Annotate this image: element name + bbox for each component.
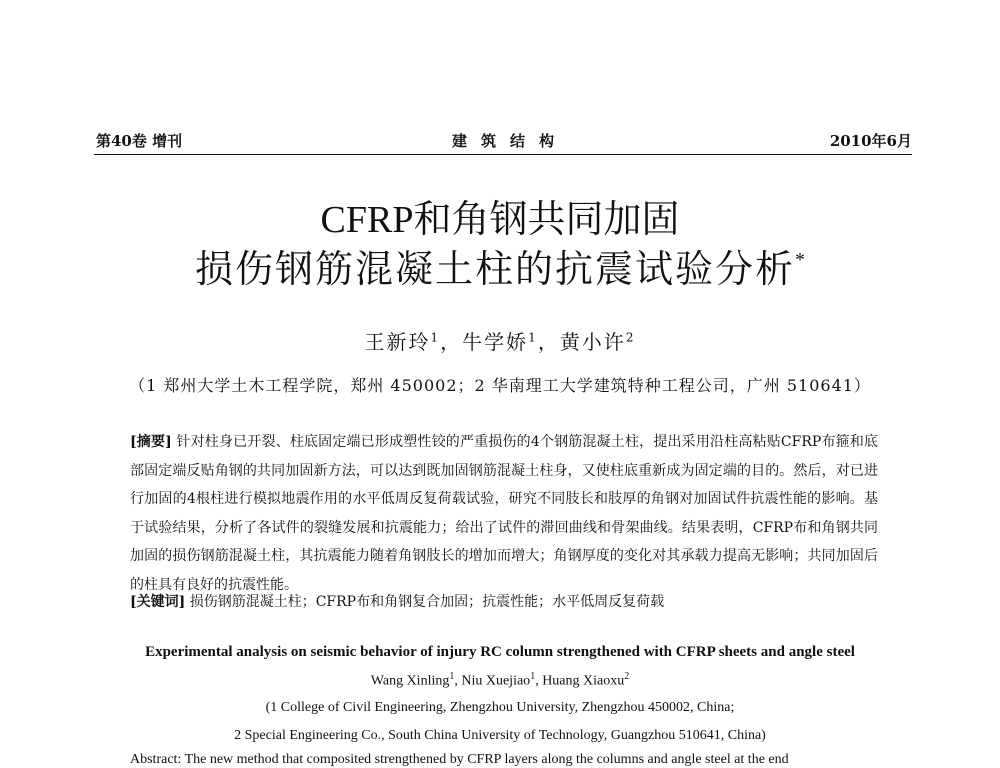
header-journal: 建筑结构 <box>451 132 568 150</box>
abstract-text: 针对柱身已开裂、柱底固定端已形成塑性铰的严重损伤的4个钢筋混凝土柱，提出采用沿柱高粘贴CFRP布箍和底部固定端反贴角钢的共同加固新方法，可以达到既加固钢筋混凝土柱身，又使柱底重新成为固定端的目的。然后，对已进行加固的4根柱进行模拟地震作用的水平低周反复荷载试验，研究不同肢长和肢厚的角钢对加固试件抗震性能的影响。基于试验结果，分析了各试件的裂缝发展和抗震能力；给出了试件的滞回曲线和骨架曲线。结果表明，CFRP布和角钢共同加固的损伤钢筋混凝土柱，其抗震能力随着角钢肢长的增加而增大；角钢厚度的变化对其承载力提高无影响；共同加固后的柱具有良好的抗震性能。 <box>130 434 879 593</box>
header-volume: 第40卷 增刊 <box>96 132 183 150</box>
affiliation-chinese: （1 郑州大学土木工程学院，郑州 450002；2 华南理工大学建筑特种工程公司，广州 510641） <box>129 376 871 395</box>
english-author-name: Wang Xinling <box>370 673 450 689</box>
english-author-name: Huang Xiaoxu <box>542 673 625 689</box>
author-name: 牛学娇 <box>462 330 529 354</box>
abstract-label: [摘要] <box>130 434 172 450</box>
author-affiliation-ref: 1 <box>430 330 441 345</box>
author-name: 王新玲 <box>364 330 431 354</box>
running-header <box>94 128 912 155</box>
english-author-affiliation-ref: 2 <box>624 671 630 682</box>
english-affiliation-2: 2 Special Engineering Co., South China University of Technology, Guangzhou 510641, China) <box>234 728 766 743</box>
author-list <box>0 326 1000 355</box>
english-author-separator: , <box>535 673 543 689</box>
english-author-affiliation-ref: 1 <box>449 671 455 682</box>
title-line-1: CFRP和角钢共同加固 <box>320 199 680 241</box>
english-author-name: Niu Xuejiao <box>461 673 531 689</box>
english-author-separator: , <box>454 673 462 689</box>
english-affiliation-1: (1 College of Civil Engineering, Zhengzhou University, Zhengzhou 450002, China; <box>265 700 735 715</box>
author-affiliation-ref: 2 <box>625 330 636 345</box>
author-separator: ， <box>537 330 560 354</box>
english-title: Experimental analysis on seismic behavior of injury RC column strengthened with CFRP sheets and angle steel <box>145 644 855 660</box>
english-author-affiliation-ref: 1 <box>530 671 536 682</box>
title-line-2 <box>0 238 1000 293</box>
title-line-2-text: 损伤钢筋混凝土柱的抗震试验分析 <box>194 249 795 291</box>
keywords-chinese <box>130 591 878 611</box>
english-author-list <box>0 671 1000 690</box>
author-affiliation-ref: 1 <box>528 330 538 345</box>
abstract-chinese <box>130 428 878 599</box>
keywords-text: 损伤钢筋混凝土柱；CFRP布和角钢复合加固；抗震性能；水平低周反复荷载 <box>189 594 665 610</box>
author-name: 黄小许 <box>559 330 626 354</box>
header-date: 2010年6月 <box>829 132 912 150</box>
english-abstract-start: Abstract: The new method that composited strengthened by CFRP layers along the columns and angle steel at the end <box>130 752 789 767</box>
keywords-label: [关键词] <box>130 594 186 610</box>
title-footnote-marker: * <box>795 249 805 271</box>
author-separator: ， <box>440 330 463 354</box>
